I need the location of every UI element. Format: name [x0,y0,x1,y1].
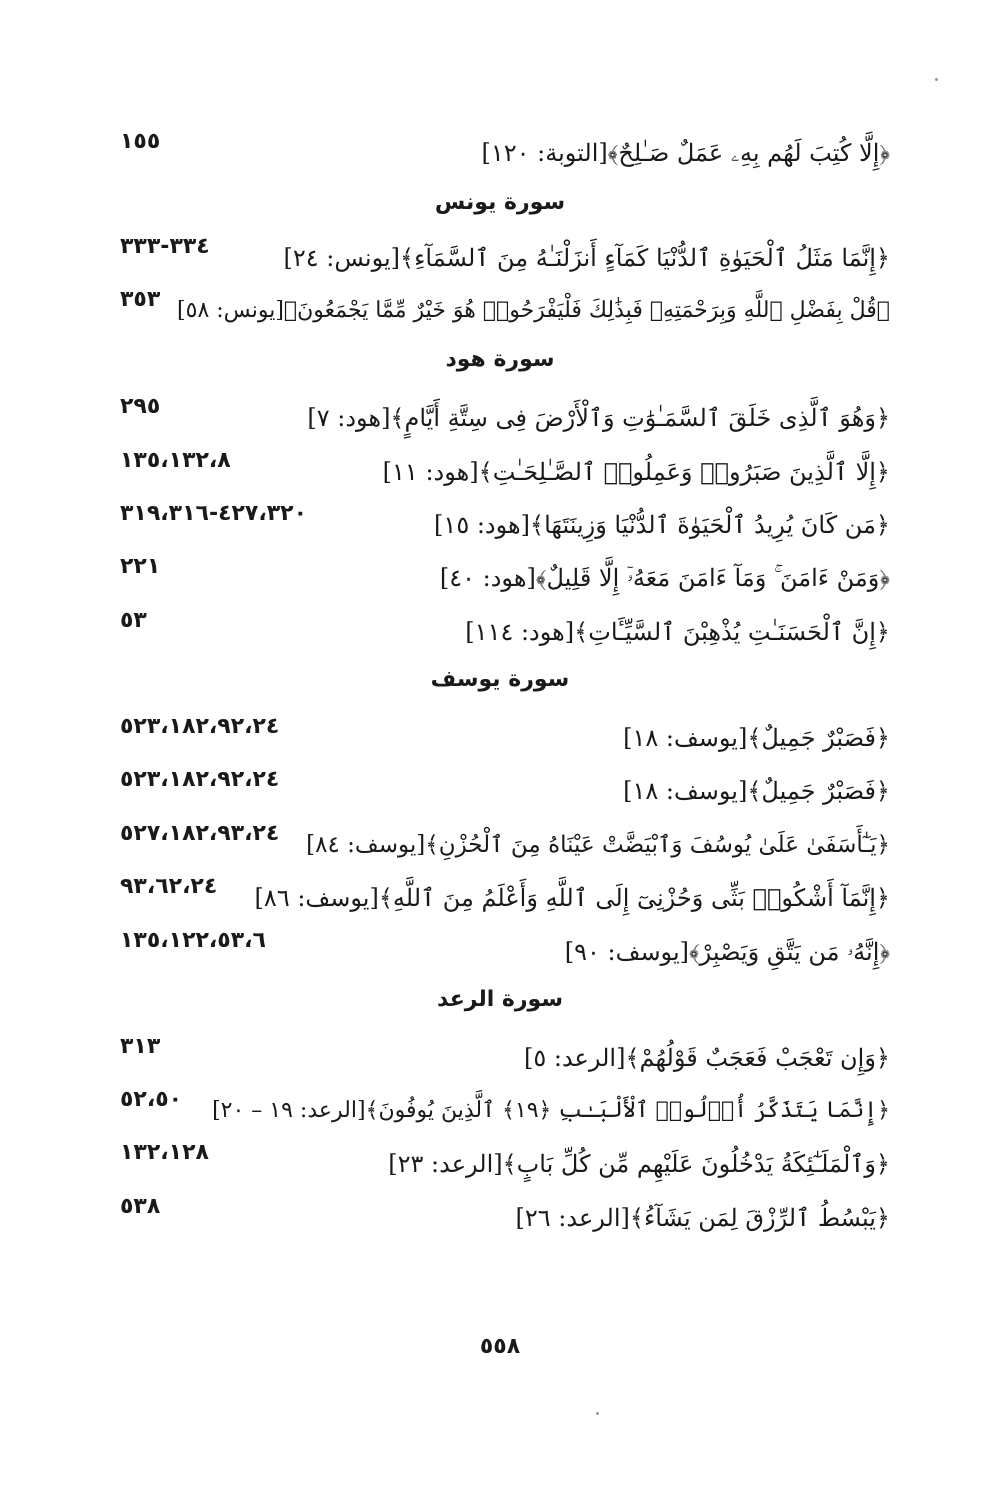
page-refs: ٤٢٧،٣٢٠-٣١٩،٣١٦ [120,501,308,526]
scan-speck [596,1412,599,1415]
index-row [120,448,890,492]
verse-text: ﴿وَهُوَ ٱلَّذِى خَلَقَ ٱلسَّمَـٰوَٰتِ وَٱلْأَرْضَ فِى سِتَّةِ أَيَّامٍ﴾[هود: ٧] [307,404,890,432]
page-refs: ٥٢٧،١٨٢،٩٣،٢٤ [120,821,280,846]
page-refs: ٣٥٣ [120,287,161,312]
page-refs: ١٣٢،١٢٨ [120,1140,209,1165]
surah-heading-rad: سورة الرعد [437,987,563,1012]
surah-heading-hud: سورة هود [445,347,555,372]
index-row [120,1087,890,1131]
page-refs: ٣٣٤-٣٣٣ [120,234,210,259]
verse-text: ﴿فَصَبْرٌ جَمِيلٌ﴾[يوسف: ١٨] [623,777,890,805]
verse-text: ﴿وَإِن تَعْجَبْ فَعَجَبٌ قَوْلُهُمْ﴾[الرعد: ٥] [523,1044,890,1072]
index-row [120,1034,890,1078]
index-row [120,554,890,598]
page-refs: ١٥٥ [120,129,161,154]
verse-text: ﴿قُلْ بِفَضْلِ ٱللَّهِ وَبِرَحْمَتِهِۦ فَبِذَٰلِكَ فَلْيَفْرَحُوا۟ هُوَ خَيْرٌ مِّمَّا يَجْمَعُونَ﴾[يونس: ٥٨] [177,298,890,323]
verse-text: ﴿مَن كَانَ يُرِيدُ ٱلْحَيَوٰةَ ٱلدُّنْيَا وَزِينَتَهَا﴾[هود: ١٥] [434,511,890,539]
verse-text: ﴿إِلَّا ٱلَّذِينَ صَبَرُوا۟ وَعَمِلُوا۟ ٱلصَّـٰلِحَـٰتِ﴾[هود: ١١] [382,458,890,486]
verse-text: ﴿إِنَّهُۥ مَن يَتَّقِ وَيَصْبِرْ﴾[يوسف: ٩٠] [564,938,890,966]
index-row [120,608,890,652]
index-row [120,394,890,438]
page-refs: ٥٣ [120,608,147,633]
index-row [120,821,890,865]
verse-text: ﴿فَصَبْرٌ جَمِيلٌ﴾[يوسف: ١٨] [623,724,890,752]
verse-text: ﴿يَبْسُطُ ٱلرِّزْقَ لِمَن يَشَآءُ﴾[الرعد: ٢٦] [515,1204,890,1232]
page-refs: ٩٣،٦٢،٢٤ [120,874,218,899]
page-refs: ٥٣٨ [120,1194,161,1219]
index-row [120,714,890,758]
verse-text: ﴿إِلَّا كُتِبَ لَهُم بِهِۦ عَمَلٌ صَـٰلِحٌ﴾[التوبة: ١٢٠] [481,139,890,167]
verse-text: ﴿وَمَنْ ءَامَنَ ۚ وَمَآ ءَامَنَ مَعَهُۥٓ إِلَّا قَلِيلٌ﴾[هود: ٤٠] [439,564,890,592]
verse-text: ﴿إِنَّمَا يَتَذَكَّرُ أُو۟لُوا۟ ٱلْأَلْبَـٰبِ ﴿١٩﴾ ٱلَّذِينَ يُوفُونَ﴾[الرعد: ١٩ – ٢٠] [212,1098,890,1123]
index-row [120,1194,890,1238]
page-refs: ٢٩٥ [120,394,161,419]
index-row [120,767,890,811]
page-refs: ١٣٥،١٣٢،٨ [120,448,231,473]
index-row [120,129,890,173]
page-refs: ٥٢٣،١٨٢،٩٢،٢٤ [120,714,280,739]
page-refs: ٢٢١ [120,554,161,579]
scan-speck [935,78,938,81]
page-refs: ١٣٥،١٢٢،٥٣،٦ [120,928,266,953]
verse-text: ﴿وَٱلْمَلَـٰٓئِكَةُ يَدْخُلُونَ عَلَيْهِم مِّن كُلِّ بَابٍ﴾[الرعد: ٢٣] [388,1150,890,1178]
index-row [120,928,890,972]
index-row [120,234,890,278]
verse-text: ﴿إِنَّمَا مَثَلُ ٱلْحَيَوٰةِ ٱلدُّنْيَا كَمَآءٍ أَنزَلْنَـٰهُ مِنَ ٱلسَّمَآءِ﴾[يونس: ٢٤] [283,244,890,272]
index-row [120,1140,890,1184]
surah-heading-yunus: سورة يونس [434,190,566,215]
verse-text: ﴿يَـٰٓأَسَفَىٰ عَلَىٰ يُوسُفَ وَٱبْيَضَّتْ عَيْنَاهُ مِنَ ٱلْحُزْنِ﴾[يوسف: ٨٤] [306,832,890,858]
verse-text: ﴿إِنَّ ٱلْحَسَنَـٰتِ يُذْهِبْنَ ٱلسَّيِّـَٔاتِ﴾[هود: ١١٤] [465,618,890,646]
page-refs: ٣١٣ [120,1034,161,1059]
index-row [120,287,890,331]
index-row [120,501,890,545]
page-number: ٥٥٨ [479,1334,521,1359]
verse-text: ﴿إِنَّمَآ أَشْكُوا۟ بَثِّى وَحُزْنِىٓ إِلَى ٱللَّهِ وَأَعْلَمُ مِنَ ٱللَّهِ﴾[يوسف: ٨٦] [254,884,890,912]
index-row [120,874,890,918]
page-refs: ٥٢،٥٠ [120,1087,183,1112]
surah-heading-yusuf: سورة يوسف [430,667,570,692]
page-refs: ٥٢٣،١٨٢،٩٢،٢٤ [120,767,280,792]
